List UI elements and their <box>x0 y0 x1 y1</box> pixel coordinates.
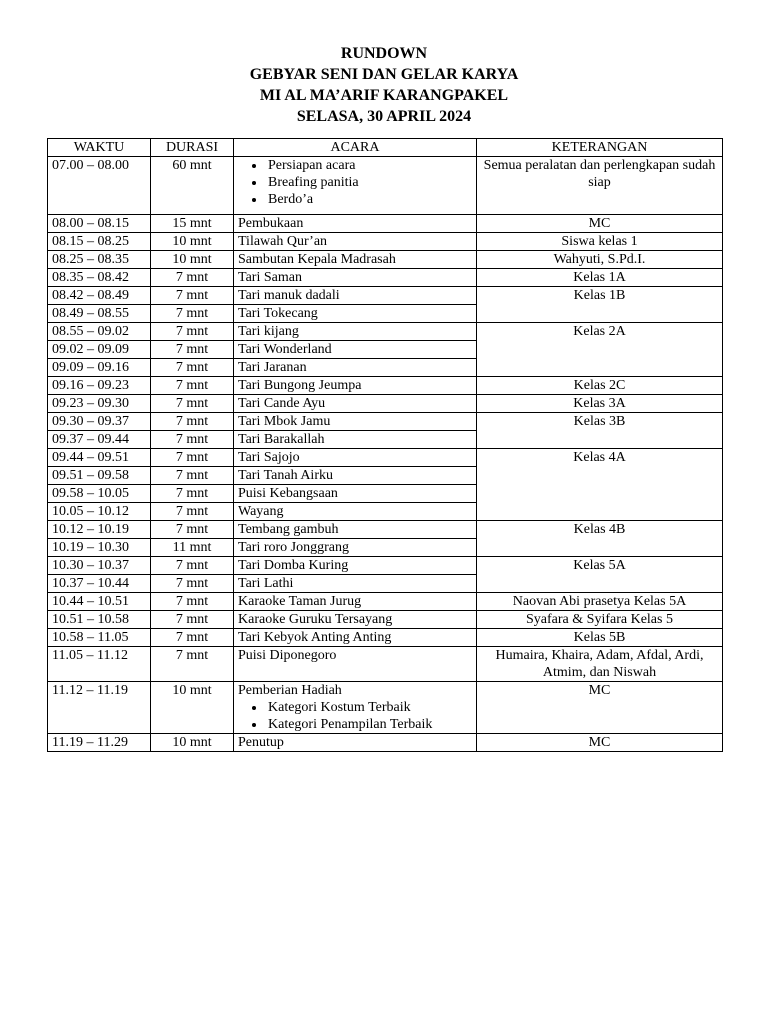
cell-acara: Tari Wonderland <box>234 341 477 359</box>
cell-keterangan: Humaira, Khaira, Adam, Afdal, Ardi, Atmim, dan Niswah <box>477 647 723 682</box>
cell-acara: Penutup <box>234 734 477 752</box>
cell-acara: Tari manuk dadali <box>234 287 477 305</box>
table-row <box>48 287 723 305</box>
cell-waktu: 10.05 – 10.12 <box>48 503 151 521</box>
cell-durasi: 11 mnt <box>151 539 234 557</box>
bullet-item: • Berdo’a <box>266 191 472 208</box>
cell-acara: Tari Tanah Airku <box>234 467 477 485</box>
cell-keterangan: Syafara & Syifara Kelas 5 <box>477 611 723 629</box>
table-row <box>48 682 723 734</box>
cell-waktu: 09.44 – 09.51 <box>48 449 151 467</box>
bullet-item: • Kategori Kostum Terbaik <box>266 699 472 716</box>
table-row <box>48 269 723 287</box>
cell-durasi: 7 mnt <box>151 575 234 593</box>
table-row <box>48 734 723 752</box>
header-durasi: DURASI <box>151 139 234 157</box>
cell-keterangan: Kelas 4B <box>477 521 723 557</box>
cell-durasi: 7 mnt <box>151 503 234 521</box>
cell-keterangan: Kelas 1B <box>477 287 723 323</box>
cell-waktu: 11.12 – 11.19 <box>48 682 151 734</box>
table-row <box>48 233 723 251</box>
cell-acara: Tari Domba Kuring <box>234 557 477 575</box>
cell-keterangan: Kelas 4A <box>477 449 723 521</box>
cell-waktu: 08.35 – 08.42 <box>48 269 151 287</box>
cell-waktu: 10.19 – 10.30 <box>48 539 151 557</box>
table-row <box>48 251 723 269</box>
cell-waktu: 09.09 – 09.16 <box>48 359 151 377</box>
cell-waktu: 08.55 – 09.02 <box>48 323 151 341</box>
table-row <box>48 593 723 611</box>
cell-acara: Tembang gambuh <box>234 521 477 539</box>
cell-keterangan: Siswa kelas 1 <box>477 233 723 251</box>
cell-durasi: 7 mnt <box>151 305 234 323</box>
cell-waktu: 09.51 – 09.58 <box>48 467 151 485</box>
cell-acara: Tari Cande Ayu <box>234 395 477 413</box>
cell-durasi: 7 mnt <box>151 323 234 341</box>
document-title <box>0 43 768 127</box>
cell-durasi: 7 mnt <box>151 395 234 413</box>
cell-waktu: 11.19 – 11.29 <box>48 734 151 752</box>
cell-keterangan: Kelas 2C <box>477 377 723 395</box>
table-header-row <box>48 139 723 157</box>
bullet-item: • Persiapan acara <box>266 157 472 174</box>
cell-acara: Karaoke Guruku Tersayang <box>234 611 477 629</box>
cell-waktu: 08.42 – 08.49 <box>48 287 151 305</box>
cell-durasi: 7 mnt <box>151 611 234 629</box>
cell-durasi: 7 mnt <box>151 485 234 503</box>
table-row <box>48 157 723 215</box>
cell-waktu: 10.44 – 10.51 <box>48 593 151 611</box>
cell-durasi: 7 mnt <box>151 593 234 611</box>
rundown-table <box>47 138 723 752</box>
cell-durasi: 10 mnt <box>151 682 234 734</box>
table-row <box>48 377 723 395</box>
cell-acara: Tari Sajojo <box>234 449 477 467</box>
cell-durasi: 7 mnt <box>151 287 234 305</box>
cell-waktu: 09.30 – 09.37 <box>48 413 151 431</box>
table-row <box>48 413 723 431</box>
cell-waktu: 08.15 – 08.25 <box>48 233 151 251</box>
cell-acara: Tari Saman <box>234 269 477 287</box>
cell-waktu: 07.00 – 08.00 <box>48 157 151 215</box>
cell-acara: Tari Tokecang <box>234 305 477 323</box>
cell-waktu: 08.25 – 08.35 <box>48 251 151 269</box>
acara-heading: Pemberian Hadiah <box>238 683 342 698</box>
cell-acara: Tari Barakallah <box>234 431 477 449</box>
cell-waktu: 10.51 – 10.58 <box>48 611 151 629</box>
cell-acara: Tari Kebyok Anting Anting <box>234 629 477 647</box>
table-row <box>48 611 723 629</box>
table-row <box>48 647 723 682</box>
cell-keterangan: Kelas 3B <box>477 413 723 449</box>
cell-durasi: 7 mnt <box>151 557 234 575</box>
cell-durasi: 7 mnt <box>151 629 234 647</box>
cell-acara <box>234 682 477 734</box>
cell-acara: Tari Jaranan <box>234 359 477 377</box>
cell-acara: Tari Bungong Jeumpa <box>234 377 477 395</box>
cell-keterangan: Kelas 2A <box>477 323 723 377</box>
title-line-2: GEBYAR SENI DAN GELAR KARYA <box>249 66 519 83</box>
cell-acara: Puisi Diponegoro <box>234 647 477 682</box>
cell-acara: Tari roro Jonggrang <box>234 539 477 557</box>
header-acara: ACARA <box>234 139 477 157</box>
cell-durasi: 7 mnt <box>151 413 234 431</box>
cell-durasi: 15 mnt <box>151 215 234 233</box>
cell-waktu: 08.49 – 08.55 <box>48 305 151 323</box>
cell-waktu: 09.37 – 09.44 <box>48 431 151 449</box>
cell-durasi: 10 mnt <box>151 734 234 752</box>
cell-durasi: 7 mnt <box>151 269 234 287</box>
bullet-item: • Breafing panitia <box>266 174 472 191</box>
cell-durasi: 60 mnt <box>151 157 234 215</box>
header-waktu: WAKTU <box>48 139 151 157</box>
table-row <box>48 323 723 341</box>
bullet-list <box>238 157 472 208</box>
table-row <box>48 395 723 413</box>
title-line-1: RUNDOWN <box>340 45 428 62</box>
title-line-4: SELASA, 30 APRIL 2024 <box>296 108 472 125</box>
cell-keterangan: MC <box>477 682 723 734</box>
cell-acara <box>234 157 477 215</box>
cell-waktu: 09.02 – 09.09 <box>48 341 151 359</box>
cell-waktu: 10.30 – 10.37 <box>48 557 151 575</box>
cell-waktu: 11.05 – 11.12 <box>48 647 151 682</box>
cell-waktu: 10.12 – 10.19 <box>48 521 151 539</box>
cell-acara: Sambutan Kepala Madrasah <box>234 251 477 269</box>
cell-keterangan: Naovan Abi prasetya Kelas 5A <box>477 593 723 611</box>
cell-durasi: 7 mnt <box>151 467 234 485</box>
cell-acara: Tari kijang <box>234 323 477 341</box>
cell-acara: Wayang <box>234 503 477 521</box>
cell-waktu: 10.58 – 11.05 <box>48 629 151 647</box>
table-row <box>48 629 723 647</box>
cell-keterangan: MC <box>477 215 723 233</box>
cell-durasi: 7 mnt <box>151 377 234 395</box>
cell-waktu: 09.23 – 09.30 <box>48 395 151 413</box>
table-row <box>48 449 723 467</box>
cell-keterangan: MC <box>477 734 723 752</box>
cell-durasi: 7 mnt <box>151 431 234 449</box>
cell-keterangan: Semua peralatan dan perlengkapan sudah siap <box>477 157 723 215</box>
cell-durasi: 7 mnt <box>151 521 234 539</box>
cell-durasi: 10 mnt <box>151 233 234 251</box>
cell-keterangan: Kelas 3A <box>477 395 723 413</box>
cell-waktu: 09.16 – 09.23 <box>48 377 151 395</box>
cell-keterangan: Kelas 1A <box>477 269 723 287</box>
cell-waktu: 09.58 – 10.05 <box>48 485 151 503</box>
cell-waktu: 08.00 – 08.15 <box>48 215 151 233</box>
cell-acara: Tari Mbok Jamu <box>234 413 477 431</box>
bullet-item: • Kategori Penampilan Terbaik <box>266 716 472 733</box>
header-keterangan: KETERANGAN <box>477 139 723 157</box>
cell-durasi: 10 mnt <box>151 251 234 269</box>
cell-durasi: 7 mnt <box>151 449 234 467</box>
cell-durasi: 7 mnt <box>151 341 234 359</box>
bullet-list <box>238 699 472 733</box>
cell-waktu: 10.37 – 10.44 <box>48 575 151 593</box>
cell-acara: Puisi Kebangsaan <box>234 485 477 503</box>
cell-keterangan: Kelas 5B <box>477 629 723 647</box>
table-row <box>48 521 723 539</box>
cell-acara: Karaoke Taman Jurug <box>234 593 477 611</box>
cell-durasi: 7 mnt <box>151 647 234 682</box>
title-line-3: MI AL MA’ARIF KARANGPAKEL <box>259 87 509 104</box>
table-row <box>48 215 723 233</box>
cell-acara: Tilawah Qur’an <box>234 233 477 251</box>
cell-acara: Pembukaan <box>234 215 477 233</box>
table-row <box>48 557 723 575</box>
cell-durasi: 7 mnt <box>151 359 234 377</box>
cell-acara: Tari Lathi <box>234 575 477 593</box>
cell-keterangan: Wahyuti, S.Pd.I. <box>477 251 723 269</box>
cell-keterangan: Kelas 5A <box>477 557 723 593</box>
